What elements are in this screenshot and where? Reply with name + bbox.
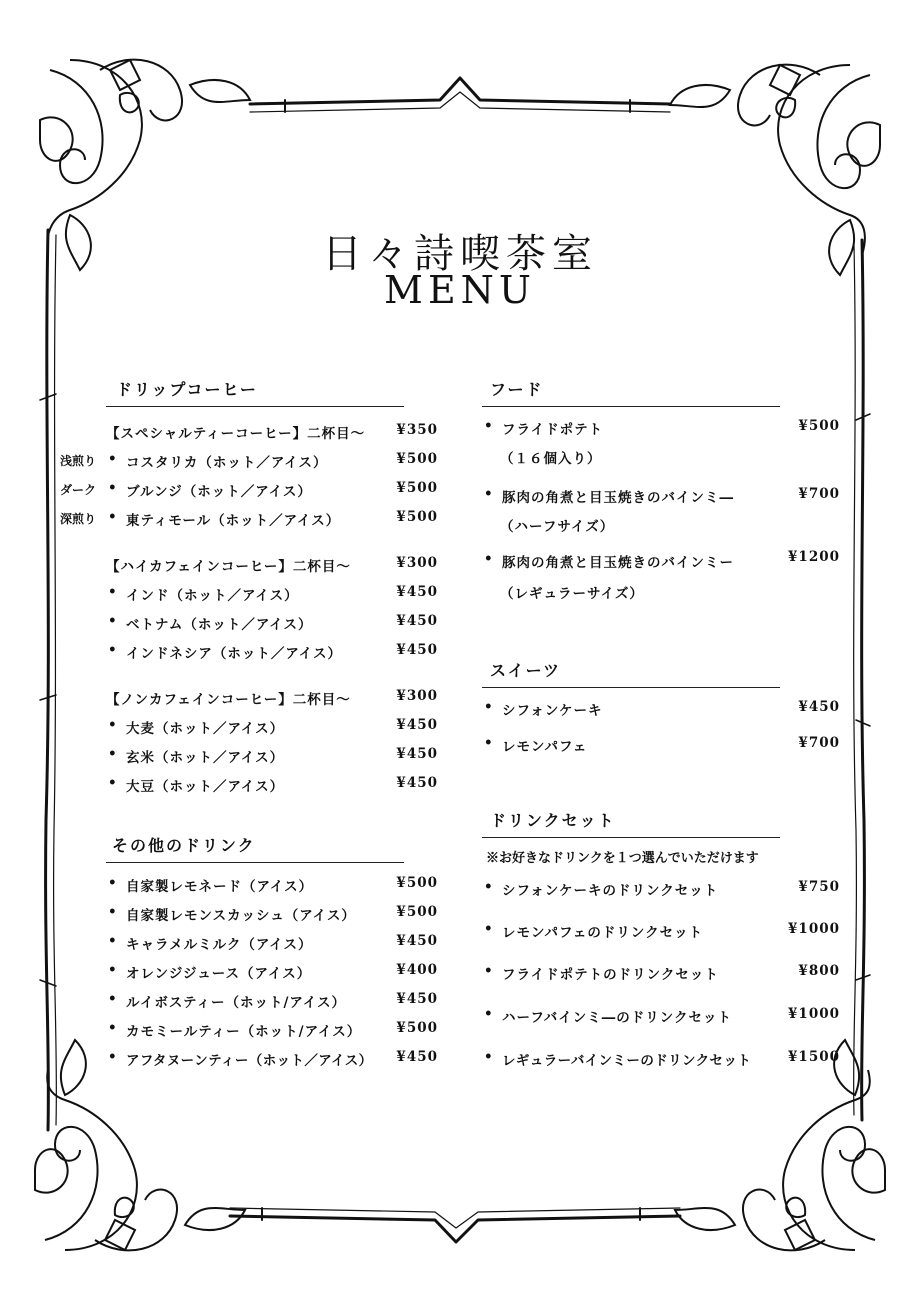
item-price: ¥700 — [798, 486, 840, 502]
item-note: （レギュラーサイズ） — [500, 586, 644, 602]
bullet-icon: • — [484, 735, 494, 751]
item-price: ¥700 — [798, 735, 840, 751]
section-divider — [482, 406, 780, 407]
item-name: 大麦（ホット／アイス） — [126, 721, 285, 737]
item-name: 豚肉の角煮と目玉焼きのバインミー — [502, 555, 734, 571]
item-name: 玄米（ホット／アイス） — [126, 750, 285, 766]
item-price: ¥1000 — [788, 1006, 840, 1022]
menu-item — [108, 904, 438, 928]
item-name: レモンパフェ — [502, 739, 588, 755]
menu-item — [108, 933, 438, 957]
drink-set-note: ※お好きなドリンクを１つ選んでいただけます — [486, 851, 759, 866]
menu-item — [484, 921, 840, 945]
category-label: 【ハイカフェインコーヒー】二杯目～ — [106, 559, 351, 575]
item-price: ¥450 — [396, 642, 438, 658]
item-name: オレンジジュース（アイス） — [126, 966, 312, 982]
item-price: ¥450 — [396, 717, 438, 733]
category-row-specialty — [106, 422, 438, 446]
item-note: （ハーフサイズ） — [500, 519, 615, 535]
item-price: ¥450 — [396, 991, 438, 1007]
item-name: インドネシア（ホット／アイス） — [126, 646, 343, 662]
bullet-icon: • — [484, 551, 494, 567]
menu-item — [484, 963, 840, 987]
bullet-icon: • — [108, 875, 118, 891]
item-price: ¥450 — [396, 613, 438, 629]
item-price: ¥500 — [396, 904, 438, 920]
category-label: 【ノンカフェインコーヒー】二杯目～ — [106, 692, 351, 708]
item-price: ¥450 — [396, 746, 438, 762]
bullet-icon: • — [108, 1049, 118, 1065]
item-price: ¥450 — [396, 933, 438, 949]
bullet-icon: • — [484, 879, 494, 895]
page-title: 日々詩喫茶室 — [322, 231, 598, 277]
item-name: 東ティモール（ホット／アイス） — [126, 513, 341, 529]
section-divider — [482, 837, 780, 838]
item-name: ハーフバインミ―のドリンクセット — [502, 1010, 732, 1026]
item-price: ¥1200 — [788, 549, 840, 565]
item-name: レギュラーバインミーのドリンクセット — [502, 1053, 752, 1069]
section-heading-sweets: スイーツ — [490, 661, 562, 680]
item-name: シフォンケーキ — [502, 703, 603, 719]
item-price: ¥450 — [798, 699, 840, 715]
bullet-icon: • — [108, 904, 118, 920]
menu-item — [108, 584, 438, 608]
bullet-icon: • — [108, 613, 118, 629]
item-price: ¥450 — [396, 1049, 438, 1065]
item-price: ¥1500 — [788, 1049, 840, 1065]
category-price: ¥300 — [396, 688, 438, 704]
menu-item — [484, 699, 840, 723]
item-name: コスタリカ（ホット／アイス） — [126, 455, 328, 471]
category-row-non-caffeine — [106, 688, 438, 712]
category-row-high-caffeine — [106, 555, 438, 579]
menu-item — [108, 875, 438, 899]
item-name: 自家製レモンスカッシュ（アイス） — [126, 908, 356, 924]
item-name: アフタヌーンティー（ホット／アイス） — [126, 1053, 373, 1069]
item-price: ¥450 — [396, 584, 438, 600]
bullet-icon: • — [484, 1006, 494, 1022]
item-name: シフォンケーキのドリンクセット — [502, 883, 719, 899]
item-note: （１６個入り） — [500, 451, 602, 467]
menu-item — [484, 1006, 840, 1030]
bullet-icon: • — [108, 451, 118, 467]
bullet-icon: • — [108, 746, 118, 762]
bullet-icon: • — [484, 486, 494, 502]
item-name: ベトナム（ホット／アイス） — [126, 617, 313, 633]
bullet-icon: • — [484, 1049, 494, 1065]
bullet-icon: • — [108, 1020, 118, 1036]
bullet-icon: • — [108, 509, 118, 525]
bullet-icon: • — [108, 584, 118, 600]
menu-item — [108, 451, 438, 475]
section-heading-other-drinks: その他のドリンク — [112, 836, 256, 855]
item-name: フライドポテト — [502, 422, 604, 438]
item-price: ¥500 — [396, 451, 438, 467]
item-name: 自家製レモネード（アイス） — [126, 879, 314, 895]
bullet-icon: • — [108, 933, 118, 949]
item-price: ¥500 — [798, 418, 840, 434]
item-price: ¥500 — [396, 1020, 438, 1036]
menu-item — [484, 879, 840, 903]
bullet-icon: • — [108, 991, 118, 1007]
menu-item — [108, 746, 438, 770]
menu-item — [108, 509, 438, 533]
bullet-icon: • — [108, 480, 118, 496]
bullet-icon: • — [484, 921, 494, 937]
item-price: ¥500 — [396, 509, 438, 525]
section-divider — [106, 862, 404, 863]
bullet-icon: • — [484, 699, 494, 715]
section-heading-drip: ドリップコーヒー — [116, 380, 258, 399]
menu-item — [108, 775, 438, 799]
item-price: ¥400 — [396, 962, 438, 978]
category-price: ¥300 — [396, 555, 438, 571]
section-divider — [482, 687, 780, 688]
menu-item — [108, 1049, 438, 1073]
item-price: ¥1000 — [788, 921, 840, 937]
menu-item — [108, 480, 438, 504]
section-heading-food: フード — [490, 380, 544, 399]
menu-item — [484, 418, 840, 442]
bullet-icon: • — [484, 963, 494, 979]
bullet-icon: • — [108, 962, 118, 978]
item-price: ¥500 — [396, 875, 438, 891]
menu-item — [108, 991, 438, 1015]
item-price: ¥800 — [798, 963, 840, 979]
item-name: ブルンジ（ホット／アイス） — [126, 484, 312, 500]
menu-item — [484, 735, 840, 759]
roast-label: ダーク — [60, 483, 97, 497]
section-divider — [106, 406, 404, 407]
item-price: ¥500 — [396, 480, 438, 496]
menu-item — [108, 717, 438, 741]
item-name: 豚肉の角煮と目玉焼きのバインミ― — [502, 490, 734, 506]
item-name: レモンパフェのドリンクセット — [502, 925, 704, 941]
item-name: インド（ホット／アイス） — [126, 588, 299, 604]
bullet-icon: • — [484, 418, 494, 434]
bullet-icon: • — [108, 775, 118, 791]
menu-item — [108, 613, 438, 637]
menu-item — [108, 1020, 438, 1044]
menu-item — [484, 551, 840, 575]
bullet-icon: • — [108, 717, 118, 733]
item-price: ¥750 — [798, 879, 840, 895]
item-name: カモミールティー（ホット/アイス） — [126, 1024, 362, 1040]
menu-item — [484, 486, 840, 510]
menu-item — [108, 642, 438, 666]
bullet-icon: • — [108, 642, 118, 658]
page-subtitle: MENU — [384, 268, 536, 312]
item-name: キャラメルミルク（アイス） — [126, 937, 313, 953]
item-name: フライドポテトのドリンクセット — [502, 967, 719, 983]
section-heading-drink-set: ドリンクセット — [490, 811, 616, 830]
category-price: ¥350 — [396, 422, 438, 438]
menu-item — [108, 962, 438, 986]
item-price: ¥450 — [396, 775, 438, 791]
roast-label: 浅煎り — [60, 454, 97, 468]
item-name: 大豆（ホット／アイス） — [126, 779, 285, 795]
menu-item — [484, 1049, 840, 1073]
item-name: ルイボスティー（ホット/アイス） — [126, 995, 347, 1011]
roast-label: 深煎り — [60, 512, 97, 526]
category-label: 【スペシャルティーコーヒー】二杯目～ — [106, 426, 366, 442]
